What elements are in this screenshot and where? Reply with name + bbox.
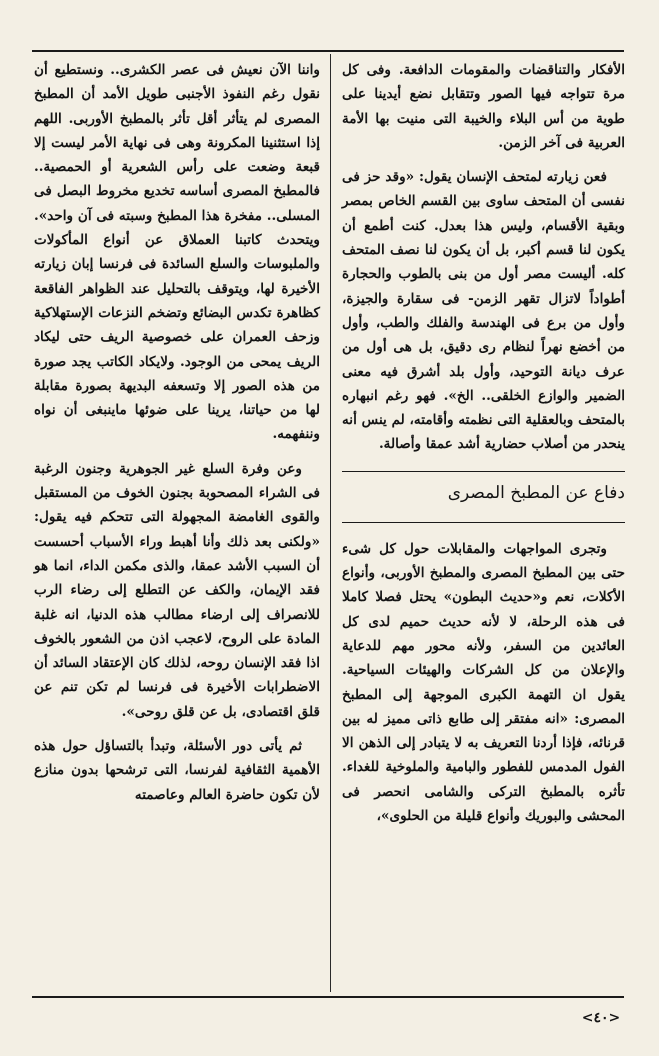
right-paragraph-3: وتجرى المواجهات والمقابلات حول كل شىء حتى بين المطبخ المصرى والمطبخ الأوربى، وأنواع الأكلات، نعم و«حديث البطون» يحتل فصلا كاملا فى هذه الرحلة، لا لأنه حديث حميم لدى كل العائدين من السفر، ولأنه محور مهم للدعاية والإعلان من كل الشركات والهيئات السياحية. يقول ان التهمة الكبرى الموجهة إلى المطبخ المصرى: «انه مفتقر إلى طابع ذاتى مميز له بين قرنائه، فإذا أردنا التعريف به لا يتبادر إلى الذهن الا الفول المدمس للفطور والبامية والملوخية للغداء. تأثره بالمطبخ التركى والشامى انحصر فى المحشى والبوريك وأنواع قليلة من الحلوى»، xyxy=(342,540,625,825)
top-rule xyxy=(32,50,624,52)
heading-rule-bottom xyxy=(342,522,625,523)
right-paragraph-1: الأفكار والتناقضات والمقومات الدافعة. وفى كل مرة تتواجه فيها الصور وتتقابل نضع أيدينا على طوية من أس البلاء والخيبة التى منيت بها الأمة العربية فى آخر الزمن. xyxy=(342,62,625,151)
right-column xyxy=(342,58,625,838)
bottom-rule xyxy=(32,996,624,998)
page-number: <٤٠> xyxy=(581,1010,621,1026)
right-paragraph-2: فعن زيارته لمتحف الإنسان يقول: «وقد حز فى نفسى أن المتحف ساوى بين القسم الخاص بمصر وبقية الأقسام، وليس هذا بعدل. كنت أطمع أن يكون لنا قسم أكبر، بل أن يكون لنا نصف المتحف كله. أليست مصر أول من بنى بالطوب والحجارة أطواداً لاتزال تقهر الزمن- فى سقارة والجيزة، وأول من برع فى الهندسة والفلك والطب، وأول من أخضع نهراً لنظام رى دقيق، بل هى أول من عرف ديانة التوحيد، وأول بلد أشرق فيه معنى الضمير والوازع الخلقى.. الخ». فهو رغم انبهاره بالمتحف وبالعقلية التى نظمته وأقامته، لم ينس أنه ينحدر من أصلاب حضارية أشد عمقا وأصالة. xyxy=(342,169,625,453)
left-paragraph-1: واننا الآن نعيش فى عصر الكشرى.. ونستطيع أن نقول رغم النفوذ الأجنبى طويل الأمد أن المطبخ المصرى لم يتأثر أقل تأثر بالمطبخ الأوربى. اللهم إذا استثنينا المكرونة وهى فى نهاية الأمر ليست إلا قبعة وضعت على رأس الشعرية أو الحمصية.. فالمطبخ المصرى أساسه تخديع مخروط البصل فى المسلى.. مفخرة هذا المطبخ وسبته فى آن واحد». ويتحدث كاتبنا العملاق عن أنواع المأكولات والملبوسات والسلع السائدة فى فرنسا إبان زيارته الأخيرة لها، ويتوقف بالتحليل عند الظواهر الفاقعة كظاهرة تكدس البضائع وتضخم النزعات الإستهلاكية وزحف العمران على خصوصية الريف حتى ليكاد الريف يمحى من الوجود. ولايكاد الكاتب يجد صورة من هذه الصور إلا وتسعفه البديهة بصورة مقابلة لها من حياتنا، يرينا على ضوئها ماينبغى أن نواه وننفهمه. xyxy=(34,62,320,443)
heading-rule-top xyxy=(342,471,625,472)
left-paragraph-2: وعن وفرة السلع غير الجوهرية وجنون الرغبة فى الشراء المصحوبة بجنون الخوف من المستقبل والقوى الغامضة المجهولة التى تتحكم فيه يقول: «ولكنى بعد ذلك وأنا أهبط وراء الأسباب أحسست أن السبب الأشد عمقا، والذى مكمن الداء، انما هو فقد الإيمان، والكف عن التطلع إلى رضاء الرب للانصراف إلى ارضاء مطالب هذه الدنيا، انه غلبة المادة على الروح، لاعجب اذن من الشعور بالخوف اذا فقد الإنسان روحه، لذلك كان الإعتقاد السائد أن الاضطرابات الأخيرة فى فرنسا لم تكن تنم عن قلق اقتصادى، بل عن قلق روحى». xyxy=(34,460,320,720)
left-paragraph-3: ثم يأتى دور الأسئلة، وتبدأ بالتساؤل حول هذه الأهمية الثقافية لفرنسا، التى ترشحها بدون منازع لأن تكون حاضرة العالم وعاصمته xyxy=(34,738,320,803)
column-divider xyxy=(330,54,331,992)
section-heading: دفاع عن المطبخ المصرى xyxy=(447,482,625,503)
left-column xyxy=(34,58,320,817)
section-heading-box xyxy=(342,471,625,523)
